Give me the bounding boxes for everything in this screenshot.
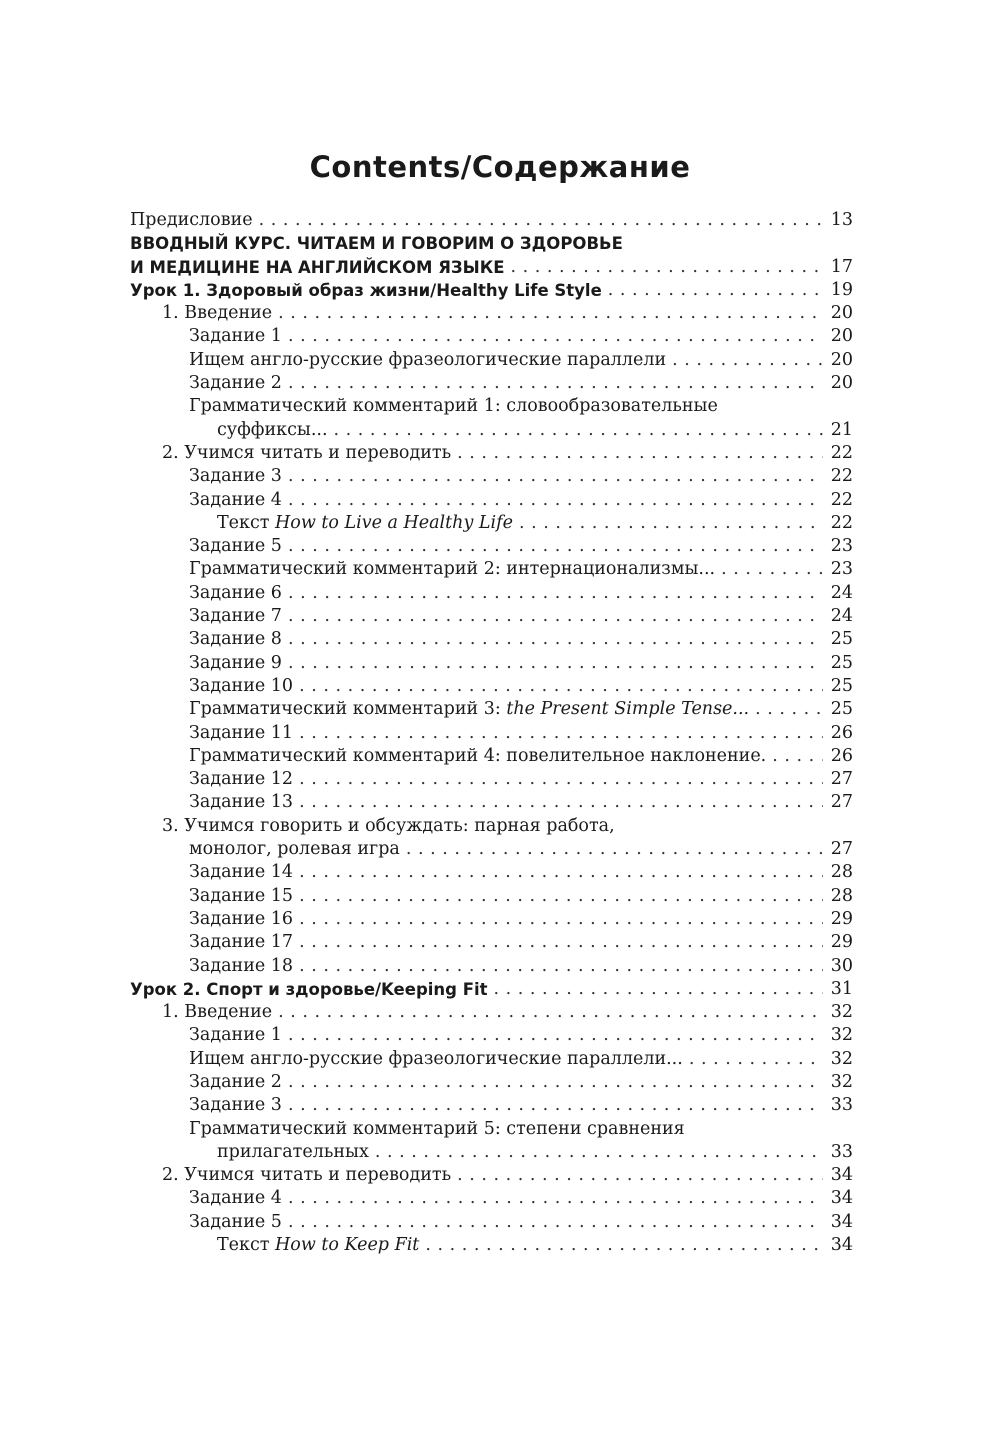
toc-page-number: 28 [830,862,853,883]
toc-entry-grammar[interactable] [130,395,853,418]
toc-entry-preface[interactable] [130,209,853,232]
toc-page-number: 26 [830,745,853,766]
toc-page-number: 24 [830,606,853,627]
toc-entry-text: монолог, ролевая игра [189,839,400,860]
toc-page-number: 20 [830,303,853,324]
toc-entry-lesson-2[interactable] [130,978,853,1001]
toc-page-number: 27 [830,792,853,813]
dot-leader [299,861,823,884]
dot-leader [299,791,823,814]
toc-page-number: 29 [830,908,853,929]
dot-leader [299,931,823,954]
dot-leader [288,1187,823,1210]
toc-entry-text: Задание 4 [189,489,282,510]
toc-page-number: 34 [830,1235,853,1256]
toc-entry-text: Задание 6 [189,582,282,603]
dot-leader [519,512,823,535]
toc-entry-text: Задание 7 [189,606,282,627]
dot-leader [288,605,823,628]
toc-entry-prefix: Текст [217,512,276,533]
toc-entry-lesson-1[interactable] [130,279,853,302]
dot-leader [375,1141,823,1164]
toc-entry-section[interactable] [130,302,853,325]
dot-leader [689,1048,823,1071]
toc-entry-task[interactable] [130,325,853,348]
toc-entry-text: Ищем англо-русские фразеологические параллели [189,349,667,370]
dot-leader [288,1094,823,1117]
toc-page-number: 23 [830,536,853,557]
toc-entry-subsection[interactable] [130,1048,853,1071]
toc-entry-text: Задание 16 [189,908,294,929]
toc-entry-section[interactable] [130,1001,853,1024]
toc-entry-grammar[interactable] [130,745,853,768]
toc-entry-text: 2. Учимся читать и переводить [162,442,452,463]
toc-entry-task[interactable] [130,931,853,954]
toc-entry-text: Задание 13 [189,792,294,813]
toc-entry-text: суффиксы... [217,419,328,440]
toc-entry-text: Предисловие [130,210,253,230]
toc-entry-task[interactable] [130,955,853,978]
dot-leader [288,652,823,675]
toc-entry-text: Задание 9 [189,652,282,673]
toc-page-number: 30 [830,955,853,976]
toc-page-number: 34 [830,1165,853,1186]
toc-page-number: 32 [830,1071,853,1092]
dot-leader [299,768,823,791]
dot-leader [288,1024,823,1047]
toc-entry-task[interactable] [130,768,853,791]
toc-entry-text-reading[interactable] [130,1234,853,1257]
dot-leader [288,1071,823,1094]
toc-entry-section-cont[interactable] [130,838,853,861]
toc-entry-task[interactable] [130,675,853,698]
toc-entry-grammar[interactable] [130,698,853,721]
dot-leader [406,838,823,861]
toc-entry-task[interactable] [130,791,853,814]
toc-entry-text: Задание 11 [189,722,294,743]
dot-leader [278,302,823,325]
toc-page-number: 21 [830,419,853,440]
toc-entry-text: 2. Учимся читать и переводить [162,1165,452,1186]
toc-entry-intro-course-cont[interactable] [130,256,853,279]
toc-page-number: 25 [830,675,853,696]
toc-entry-task[interactable] [130,372,853,395]
dot-leader [672,349,823,372]
toc-entry-prefix: Текст [217,1235,276,1256]
toc-entry-italic-title: the Present Simple Tense... [506,699,750,720]
dot-leader [299,885,823,908]
toc-entry-text: Задание 3 [189,466,282,487]
toc-page-number: 22 [830,512,853,533]
toc-entry-text: Задание 14 [189,862,294,883]
toc-entry-grammar[interactable] [130,558,853,581]
toc-entry-task[interactable] [130,535,853,558]
toc-entry-text: Задание 1 [189,326,282,347]
toc-page-number: 23 [830,559,853,580]
dot-leader [299,722,823,745]
toc-entry-text: Задание 4 [189,1188,282,1209]
toc-page-number: 34 [830,1188,853,1209]
toc-entry-task[interactable] [130,908,853,931]
dot-leader [288,465,823,488]
toc-entry-prefix: Грамматический комментарий 3: [189,699,507,720]
dot-leader [288,582,823,605]
toc-entry-text: Задание 15 [189,885,294,906]
toc-page-number: 27 [830,769,853,790]
dot-leader [259,209,823,232]
dot-leader [278,1001,823,1024]
toc-entry-text: ВВОДНЫЙ КУРС. ЧИТАЕМ И ГОВОРИМ О ЗДОРОВЬЕ [130,234,623,254]
dot-leader [299,955,823,978]
toc-entry-text: Ищем англо-русские фразеологические параллели... [189,1048,683,1069]
dot-leader [288,535,823,558]
toc-page-number: 26 [830,722,853,743]
toc-entry-text: Задание 2 [189,1071,282,1092]
toc-page-number: 25 [830,699,853,720]
dot-leader [299,908,823,931]
toc-entry-text-reading[interactable] [130,512,853,535]
toc-page-number: 31 [830,978,853,999]
toc-entry-grammar[interactable] [130,1118,853,1141]
toc-page-number: 32 [830,1002,853,1023]
toc-page-number: 34 [830,1211,853,1232]
toc-entry-text [217,512,513,535]
toc-entry-text: Задание 3 [189,1095,282,1116]
toc-page-number: 19 [830,279,853,300]
toc-page-number: 25 [830,629,853,650]
toc-entry-task[interactable] [130,605,853,628]
toc-page-number: 29 [830,932,853,953]
toc-entry-italic-title: How to Live a Healthy Life [275,512,513,533]
dot-leader [608,279,823,302]
toc-entry-grammar-cont[interactable] [130,419,853,442]
toc-page-number: 33 [830,1141,853,1162]
toc-entry-text: Грамматический комментарий 4: повелительное наклонение. [189,745,767,766]
toc-page-number: 13 [830,210,853,230]
dot-leader [457,1164,823,1187]
toc-entry-text [189,698,749,721]
toc-entry-text: Задание 5 [189,1211,282,1232]
toc-entry-text: И МЕДИЦИНЕ НА АНГЛИЙСКОМ ЯЗЫКЕ [130,257,505,277]
toc-entry-text: Грамматический комментарий 1: словообразовательные [189,396,718,417]
toc-entry-task[interactable] [130,582,853,605]
toc-entry-task[interactable] [130,489,853,512]
toc-entry-text: 1. Введение [162,303,273,324]
toc-page-number: 20 [830,373,853,394]
toc-page-number: 17 [830,256,853,277]
toc-entry-section[interactable] [130,442,853,465]
toc-entry-intro-course[interactable] [130,232,853,255]
dot-leader [334,419,823,442]
toc-page-number: 22 [830,466,853,487]
toc-entry-text: 3. Учимся говорить и обсуждать: парная работа, [162,815,615,836]
toc-entry-section[interactable] [130,1164,853,1187]
toc-page-number: 27 [830,839,853,860]
dot-leader [494,978,823,1001]
toc-entry-text: Задание 1 [189,1025,282,1046]
toc-entry-text: прилагательных [217,1141,369,1162]
dot-leader [288,372,823,395]
toc-entry-task[interactable] [130,628,853,651]
toc-entry-task[interactable] [130,652,853,675]
toc-entry-section[interactable] [130,815,853,838]
toc-page-number: 20 [830,349,853,370]
toc-page-number: 22 [830,442,853,463]
toc-entry-task[interactable] [130,1094,853,1117]
toc-entry-text: Урок 1. Здоровый образ жизни/Healthy Life Style [130,280,602,300]
toc-page-number: 28 [830,885,853,906]
dot-leader [511,256,824,279]
dot-leader [299,675,823,698]
toc-entry-task[interactable] [130,722,853,745]
dot-leader [721,558,823,581]
toc-page-number: 32 [830,1025,853,1046]
dot-leader [755,698,823,721]
toc-entry-text: Задание 8 [189,629,282,650]
toc-entry-text [217,1234,419,1257]
toc-entry-text: Задание 18 [189,955,294,976]
toc-page-number: 32 [830,1048,853,1069]
toc-entry-task[interactable] [130,465,853,488]
toc-entry-subsection[interactable] [130,349,853,372]
toc-page-number: 22 [830,489,853,510]
toc-entry-task[interactable] [130,861,853,884]
toc-entry-text: Грамматический комментарий 2: интернационализмы... [189,559,716,580]
toc-entry-text: Грамматический комментарий 5: степени сравнения [189,1118,685,1139]
toc-page-number: 20 [830,326,853,347]
toc-entry-text: 1. Введение [162,1002,273,1023]
toc-entry-task[interactable] [130,1211,853,1234]
toc-page-number: 25 [830,652,853,673]
toc-page-number: 33 [830,1095,853,1116]
dot-leader [288,1211,823,1234]
toc-entry-text: Задание 12 [189,769,294,790]
toc-entry-task[interactable] [130,1024,853,1047]
toc-entry-text: Задание 2 [189,373,282,394]
dot-leader [457,442,823,465]
dot-leader [288,325,823,348]
toc-entry-task[interactable] [130,1071,853,1094]
toc-entry-text: Урок 2. Спорт и здоровье/Keeping Fit [130,979,488,999]
page-title: Contents/Содержание [309,150,691,184]
toc-entry-task[interactable] [130,1187,853,1210]
toc-page-number: 24 [830,582,853,603]
dot-leader [425,1234,823,1257]
toc-entry-text: Задание 5 [189,536,282,557]
toc-entry-text: Задание 10 [189,675,294,696]
dot-leader [772,745,823,768]
toc-entry-italic-title: How to Keep Fit [275,1235,420,1256]
toc-entry-grammar-cont[interactable] [130,1141,853,1164]
toc-entry-text: Задание 17 [189,932,294,953]
dot-leader [288,489,823,512]
table-of-contents [130,209,853,1257]
toc-entry-task[interactable] [130,885,853,908]
dot-leader [288,628,823,651]
